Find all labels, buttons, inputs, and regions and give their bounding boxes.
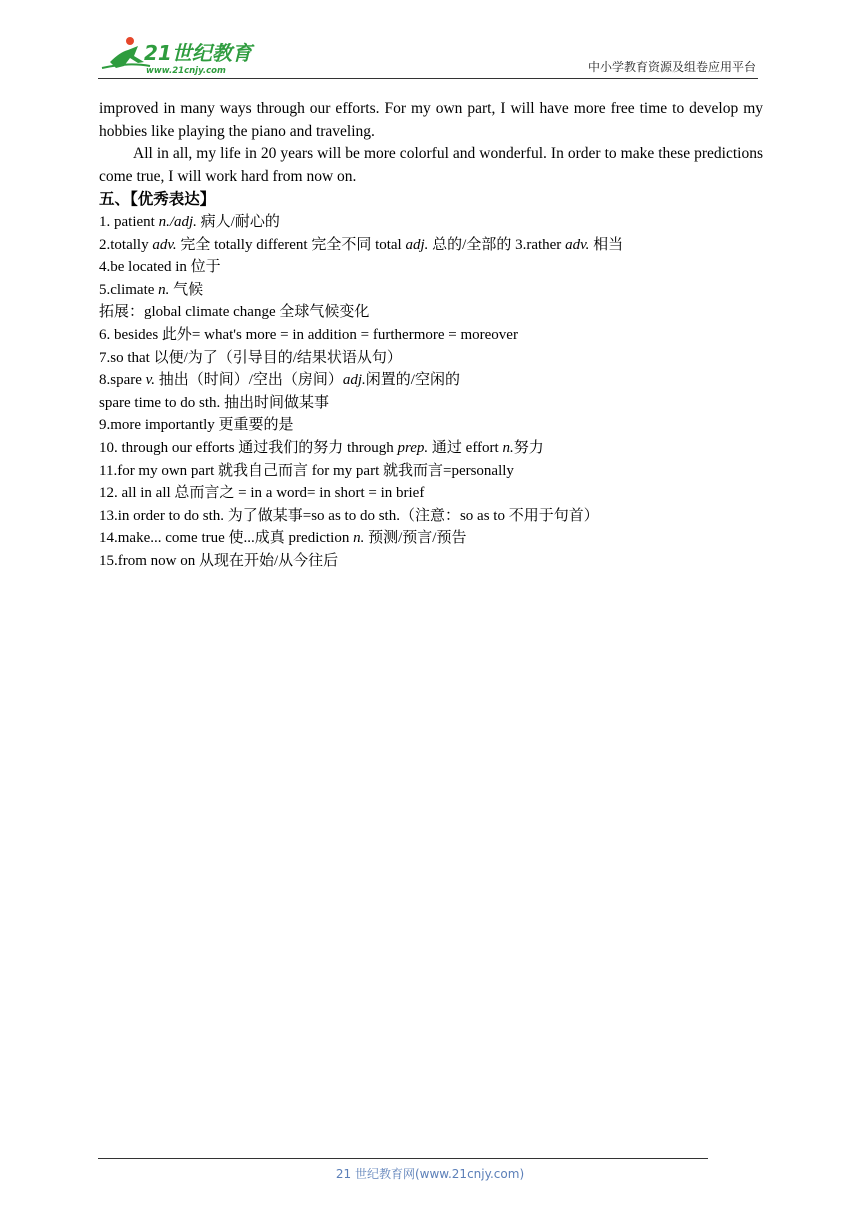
expression-line — [99, 414, 763, 437]
line-text: 2.totally — [99, 236, 153, 253]
line-text: 6. besides 此外= what's more = in addition = furthermore = moreover — [99, 326, 518, 343]
page-header — [98, 32, 758, 79]
pos-tag: n. — [353, 530, 365, 547]
expression-line — [99, 505, 763, 528]
line-text: 完全 totally different 完全不同 total — [176, 236, 406, 253]
line-text: 努力 — [513, 439, 544, 456]
section-heading: 五、【优秀表达】 — [99, 190, 216, 209]
line-text: spare time to do sth. 抽出时间做某事 — [99, 394, 329, 411]
pos-tag: v. — [145, 372, 155, 389]
line-text: 11.for my own part 就我自己而言 for my part 就我而言=personally — [99, 462, 514, 479]
line-text: 14.make... come true 使...成真 prediction — [99, 530, 354, 547]
line-text: 总的/全部的 3.rather — [428, 236, 566, 253]
logo-url: www.21cnjy.com — [146, 66, 226, 76]
line-text: 气候 — [169, 281, 204, 298]
paragraph-1: improved in many ways through our efforts. For my own part, I will have more free time to develop my hobbies like playing the piano and traveling. — [99, 100, 763, 140]
line-text: 13.in order to do sth. 为了做某事=so as to do sth.（注意：so as to 不用于句首） — [99, 507, 599, 524]
line-text: 1. patient — [99, 213, 159, 230]
pos-tag: n. — [158, 281, 170, 298]
pos-tag: adv. — [152, 236, 177, 253]
line-text: 9.more importantly 更重要的是 — [99, 417, 294, 434]
logo — [98, 32, 268, 76]
line-text: 10. through our efforts 通过我们的努力 through — [99, 439, 398, 456]
expression-line — [99, 437, 763, 460]
pos-tag: adv. — [565, 236, 590, 253]
line-text: 8.spare — [99, 372, 146, 389]
expression-line — [99, 527, 763, 550]
pos-tag: n. — [502, 439, 514, 456]
expression-line — [99, 369, 763, 392]
expression-list — [99, 211, 763, 573]
expression-line — [99, 347, 763, 370]
expression-line — [99, 256, 763, 279]
logo-text: 21世纪教育 — [144, 41, 252, 65]
expression-line — [99, 460, 763, 483]
pos-tag: n./adj. — [158, 213, 197, 230]
expression-line — [99, 211, 763, 234]
expression-line — [99, 234, 763, 257]
page-footer: 21 世纪教育网(www.21cnjy.com) — [335, 1167, 525, 1181]
expression-line — [99, 482, 763, 505]
expression-line — [99, 550, 763, 573]
line-text: 预测/预言/预告 — [364, 530, 467, 547]
footer-rule — [98, 1158, 708, 1159]
line-text: 15.from now on 从现在开始/从今往后 — [99, 552, 339, 569]
expression-line — [99, 324, 763, 347]
expression-line — [99, 392, 763, 415]
line-text: 拓展：global climate change 全球气候变化 — [99, 304, 370, 321]
expression-line — [99, 279, 763, 302]
line-text: 4.be located in 位于 — [99, 259, 221, 276]
expression-line — [99, 301, 763, 324]
pos-tag: adj. — [405, 236, 429, 253]
line-text: 闲置的/空闲的 — [365, 372, 460, 389]
line-text: 病人/耐心的 — [196, 213, 280, 230]
pos-tag: prep. — [397, 439, 429, 456]
paragraph-2: All in all, my life in 20 years will be more colorful and wonderful. In order to make these predictions come true, I will work hard from now on. — [99, 145, 763, 185]
pos-tag: adj. — [342, 372, 366, 389]
document-body — [99, 98, 763, 572]
line-text: 通过 effort — [428, 439, 503, 456]
line-text: 抽出（时间）/空出（房间） — [154, 372, 343, 389]
line-text: 12. all in all 总而言之 = in a word= in short = in brief — [99, 485, 425, 502]
line-text: 5.climate — [99, 281, 159, 298]
line-text: 7.so that 以便/为了（引导目的/结果状语从句） — [99, 349, 402, 366]
header-tagline: 中小学教育资源及组卷应用平台 — [587, 60, 756, 74]
line-text: 相当 — [589, 236, 624, 253]
logo-graphic — [98, 32, 268, 76]
